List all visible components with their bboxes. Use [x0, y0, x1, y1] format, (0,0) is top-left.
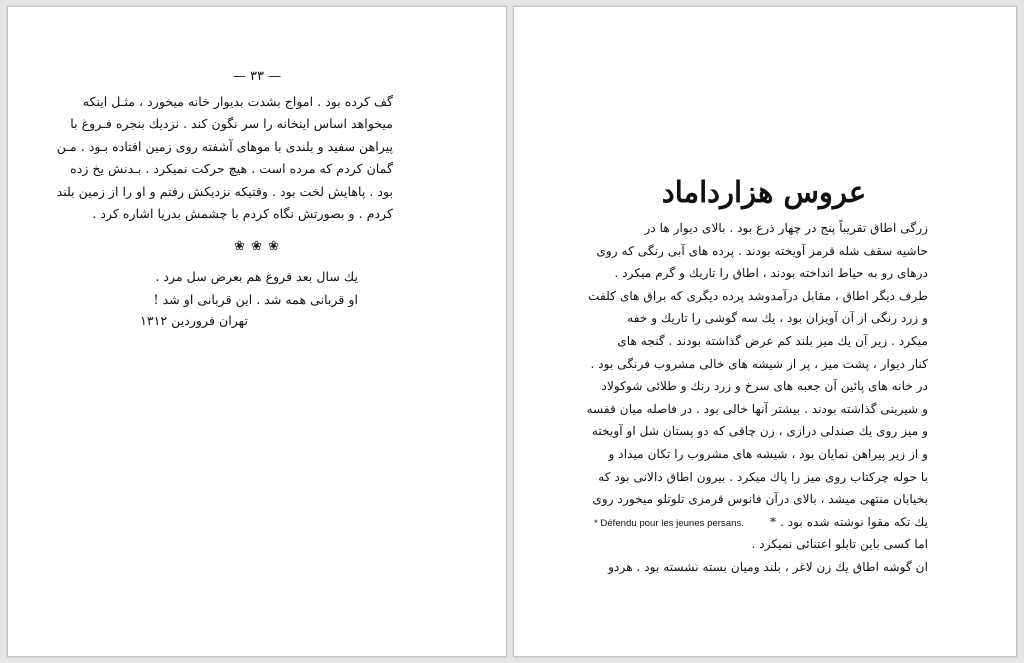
text-line: با حوله چرکتاب روی میز را پاك میکرد . بیرون اطاق دالانی بود که	[598, 469, 928, 484]
page-number: — ۳۳ —	[232, 69, 282, 84]
text-line: و زرد رنگی از آن آویزان بود ، یك سه گوشی را تاریك و خفه	[627, 311, 928, 326]
text-line: و شیرینی گذاشته بودند . بیشتر آنها خالی بود . در فاصله میان قفسه	[586, 401, 928, 416]
text-line: حاشیه سقف شله قرمز آویخته بودند . پرده های آبی رنگی که روی	[596, 243, 928, 258]
ornament-divider: ❀ ❀ ❀	[234, 239, 280, 254]
verse-line: یك سال بعد فروغ هم بعرض سل مرد .	[155, 269, 358, 284]
text-line: زرگی اطاق تقریباً پنج در چهار ذرع بود . بالای دیوار ها در	[644, 221, 928, 235]
text-line: درهای رو به حیاط انداخته بودند ، اطاق را تاریك و گرم میکرد .	[614, 266, 928, 281]
text-line: بخیابان منتهی میشد ، بالای درآن فانوس قرمزی تلوتلو میخورد روی	[592, 492, 928, 507]
text-line: ان گوشه اطاق یك زن لاغر ، بلند ومیان بسته نشسته بود . هردو	[608, 559, 928, 574]
left-page	[7, 6, 507, 657]
text-line: و میز روی یك صندلی درازی ، زن چاقی که دو پستان شل او آویخته	[591, 424, 928, 439]
place-date-signature: تهران فروردین ۱۳۱۲	[140, 313, 248, 328]
text-line: پیراهن سفید و بلندی با موهای آشفته روی زمین افتاده بـود . مـن	[56, 138, 393, 154]
text-line: میکرد . زیر آن یك میز بلند کم عرض گذاشته بودند . گنجه های	[617, 333, 928, 348]
chapter-title: عروس هزارداماد	[661, 175, 867, 209]
text-line: گمان کردم که مرده است . هیچ حرکت نمیکرد . بـدنش یخ زده	[70, 161, 393, 177]
right-page	[513, 6, 1017, 657]
verse-line: او قربانی همه شد . این قربانی او شد !	[153, 292, 358, 307]
text-line: کنار دیوار ، پشت میز ، پر از شیشه های خالی مشروب فرنگی بود .	[590, 356, 928, 371]
text-line: یك تکه مقوا نوشته شده بود . *	[769, 514, 928, 529]
text-line: در خانه های پائین آن جعبه های سرخ و زرد رنك و طلائی شوکولاد	[601, 379, 928, 394]
text-line: بود . پاهایش لخت بود . وقتیکه نزدیکش رفتم و او را از زمین بلند	[56, 183, 393, 199]
text-line: کردم . و بصورتش نگاه کردم با چشمش بدریا اشاره کرد .	[92, 206, 393, 222]
left-body-text	[56, 91, 393, 225]
text-line: طرف دیگر اطاق ، مقابل درآمدوشد پرده دیگری که براق های کلفت	[588, 288, 928, 303]
text-line: اما کسی باین تابلو اعتنائی نمیکرد .	[751, 537, 928, 552]
text-line: گف کرده بود . امواج بشدت بدیوار خانه میخورد ، مثـل اینکه	[82, 94, 393, 109]
french-footnote: * Défendu pour les jeunes persans.	[594, 518, 744, 529]
text-line: میخواهد اساس اینخانه را سر نگون کند . نزدیك بنجره فـروغ با	[70, 116, 393, 132]
text-line: و از زیر پیراهن نمایان بود ، شیشه های مشروب را تکان میداد و	[608, 446, 928, 461]
